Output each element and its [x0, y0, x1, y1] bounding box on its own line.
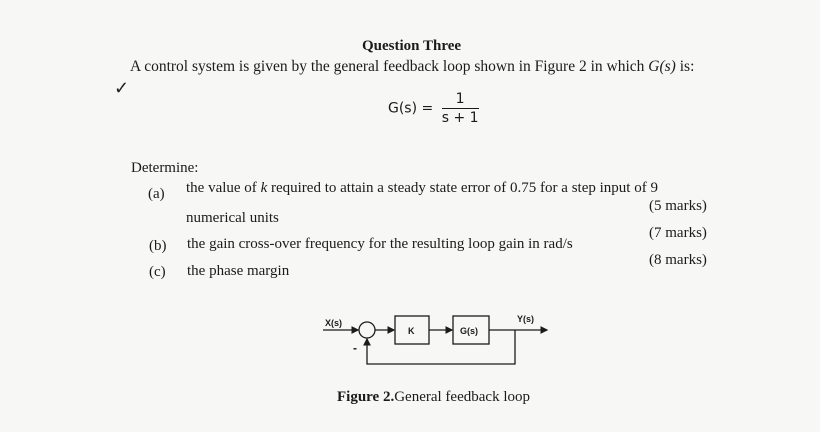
intro-end: is:	[675, 58, 695, 75]
feedback-path	[367, 330, 515, 364]
intro-function: G(s)	[648, 58, 676, 75]
checkmark-icon: ✓	[114, 78, 130, 98]
item-a-variable: k	[260, 180, 268, 196]
item-a-text-after: required to attain a steady state error of 0.75 for a step input of 9	[267, 180, 658, 196]
item-a-line2: numerical units	[186, 210, 279, 226]
feedback-sign: -	[353, 341, 357, 355]
formula-lhs: G(s) =	[388, 100, 434, 117]
intro-paragraph	[130, 58, 694, 76]
output-label: Y(s)	[517, 314, 535, 324]
item-a-marks: (5 marks)	[649, 198, 707, 214]
question-title: Question Three	[362, 38, 462, 54]
formula-numerator: 1	[442, 90, 479, 109]
formula-denominator: s + 1	[441, 110, 479, 126]
summing-junction	[359, 322, 375, 338]
caption-text: General feedback loop	[394, 389, 530, 405]
figure-caption	[337, 389, 530, 406]
item-a-label: (a)	[148, 186, 165, 202]
determine-label: Determine:	[131, 160, 199, 176]
item-c-marks: (8 marks)	[649, 252, 707, 268]
item-b-text: the gain cross-over frequency for the resulting loop gain in rad/s	[187, 236, 573, 252]
input-label: X(s)	[325, 318, 343, 328]
transfer-function-formula	[388, 90, 479, 127]
item-c-label: (c)	[149, 264, 166, 280]
item-c-text: the phase margin	[187, 263, 290, 279]
item-b-label: (b)	[149, 238, 167, 254]
gain-block-label: K	[408, 326, 415, 336]
item-b-marks: (7 marks)	[649, 225, 707, 241]
formula-fraction	[442, 90, 479, 127]
feedback-loop-diagram	[315, 308, 555, 378]
intro-text: A control system is given by the general feedback loop shown in Figure 2 in which	[130, 58, 649, 75]
item-a-text	[186, 180, 658, 197]
plant-block-label: G(s)	[460, 326, 478, 336]
item-a-text-before: the value of	[186, 180, 261, 196]
caption-bold: Figure 2.	[337, 389, 395, 405]
